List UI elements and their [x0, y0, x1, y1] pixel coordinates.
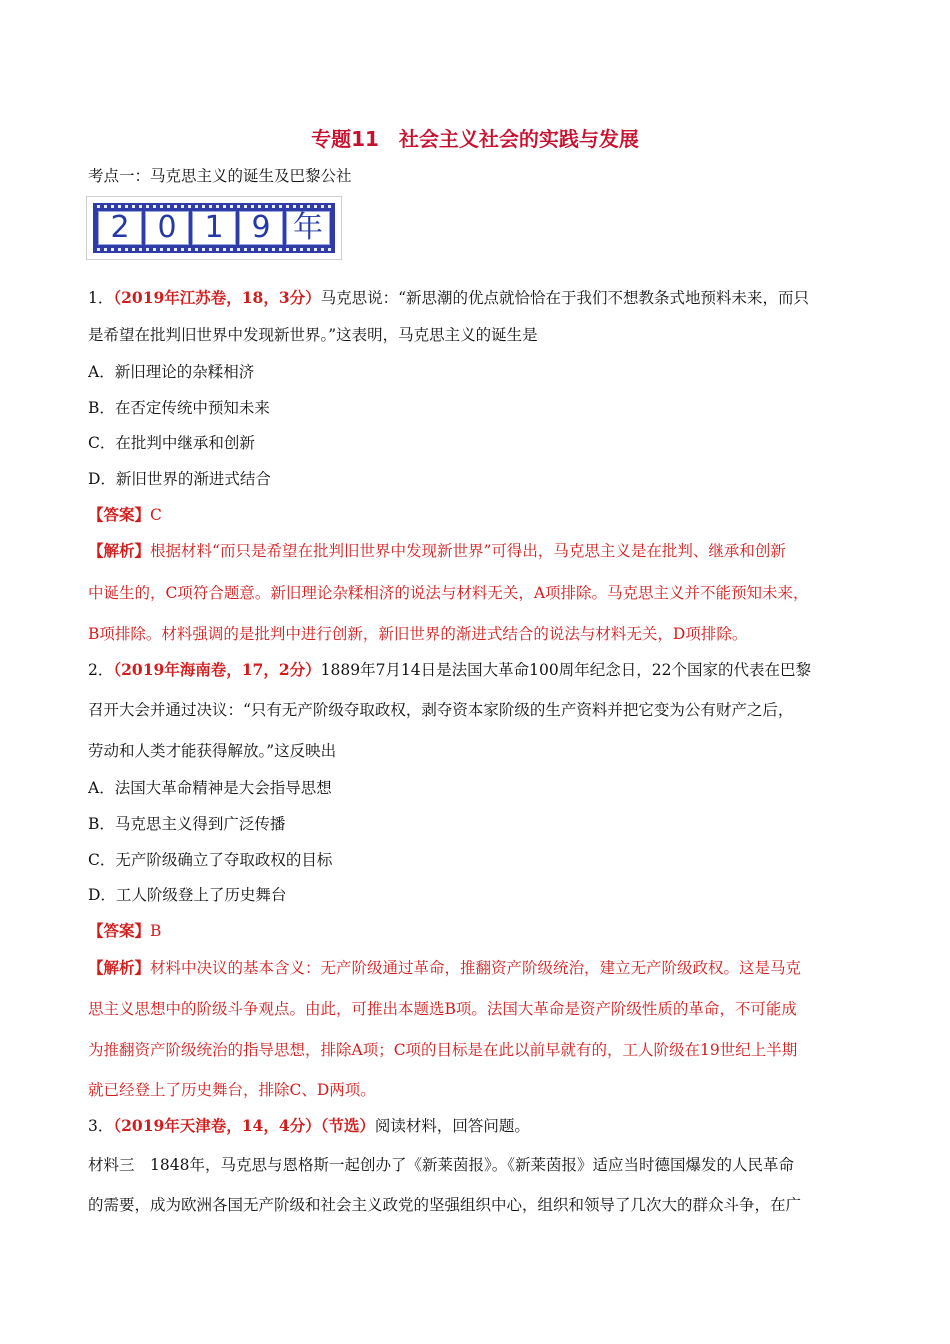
q3-stem-line1 — [88, 1114, 878, 1136]
q2-analysis-line1 — [88, 956, 878, 978]
q3-material-line2: 的需要，成为欧洲各国无产阶级和社会主义政党的坚强组织中心，组织和领导了几次大的群众斗争，在广 — [88, 1196, 802, 1214]
q1-answer — [88, 503, 878, 525]
year-banner — [86, 196, 342, 260]
q3-material-line1: 材料三 1848年，马克思与恩格斯一起创办了《新莱茵报》。《新莱茵报》适应当时德国爆发的人民革命 — [88, 1156, 794, 1174]
q2-stem-line3: 劳动和人类才能获得解放。”这反映出 — [88, 742, 337, 760]
year-char: 年 — [286, 211, 330, 245]
q1-stem-line2: 是希望在批判旧世界中发现新世界。”这表明，马克思主义的诞生是 — [88, 326, 538, 344]
q1-analysis-line2: 中诞生的，C项符合题意。新旧理论杂糅相济的说法与材料无关，A项排除。马克思主义并不能预知未来， — [88, 584, 809, 602]
q2-stem-line2: 召开大会并通过决议：“只有无产阶级夺取政权，剥夺资本家阶级的生产资料并把它变为公有财产之后， — [88, 701, 794, 719]
film-perforation-bottom — [97, 248, 331, 251]
answer-tag: 【答案】 — [88, 921, 151, 940]
year-digit: 2 — [98, 211, 142, 245]
page-title: 专题11 社会主义社会的实践与发展 — [311, 127, 639, 151]
q1-source: （2019年江苏卷，18，3分） — [113, 288, 321, 307]
analysis-text: 根据材料“而只是希望在批判旧世界中发现新世界”可得出，马克思主义是在批判、继承和创新 — [150, 542, 786, 560]
q1-stem-line1 — [88, 286, 878, 308]
year-digit: 1 — [192, 211, 236, 245]
answer-value: B — [150, 922, 162, 940]
q1-option-b: B．在否定传统中预知未来 — [88, 399, 270, 417]
q2-option-d: D．工人阶级登上了历史舞台 — [88, 886, 287, 904]
q1-analysis-line1 — [88, 539, 878, 561]
year-digit: 9 — [239, 211, 283, 245]
q3-text: 阅读材料，回答问题。 — [374, 1117, 530, 1135]
year-digit: 0 — [145, 211, 189, 245]
q1-analysis-line3: B项排除。材料强调的是批判中进行创新，新旧世界的渐进式结合的说法与材料无关，D项排除。 — [88, 625, 748, 643]
q2-analysis-line4: 就已经登上了历史舞台，排除C、D两项。 — [88, 1081, 376, 1099]
film-strip — [93, 203, 335, 253]
q2-stem-line1 — [88, 658, 878, 680]
q3-number: 3． — [88, 1117, 114, 1135]
topic-heading: 考点一：马克思主义的诞生及巴黎公社 — [88, 167, 352, 185]
q1-option-d: D．新旧世界的渐进式结合 — [88, 470, 271, 488]
q1-number: 1． — [88, 289, 114, 307]
answer-tag: 【答案】 — [88, 505, 151, 524]
q2-analysis-line3: 为推翻资产阶级统治的指导思想，排除A项；C项的目标是在此以前早就有的，工人阶级在19世纪上半期 — [88, 1041, 798, 1059]
answer-value: C — [150, 506, 162, 524]
q2-text: 1889年7月14日是法国大革命100周年纪念日，22个国家的代表在巴黎 — [320, 661, 811, 679]
q2-answer — [88, 919, 878, 941]
q1-option-a: A．新旧理论的杂糅相济 — [88, 363, 255, 381]
q2-number: 2． — [88, 661, 114, 679]
film-perforation-top — [97, 205, 331, 208]
analysis-text: 材料中决议的基本含义：无产阶级通过革命，推翻资产阶级统治，建立无产阶级政权。这是马克 — [150, 959, 802, 977]
q2-source: （2019年海南卷，17，2分） — [113, 660, 321, 679]
q2-option-c: C．无产阶级确立了夺取政权的目标 — [88, 851, 333, 869]
q2-analysis-line2: 思主义思想中的阶级斗争观点。由此，可推出本题选B项。法国大革命是资产阶级性质的革命，不可能成 — [88, 1000, 797, 1018]
q2-option-a: A．法国大革命精神是大会指导思想 — [88, 779, 332, 797]
analysis-tag: 【解析】 — [88, 541, 151, 560]
q1-text: 马克思说：“新思潮的优点就恰恰在于我们不想教条式地预料未来，而只 — [320, 289, 810, 307]
q1-option-c: C．在批判中继承和创新 — [88, 434, 255, 452]
year-cells — [98, 211, 330, 245]
analysis-tag: 【解析】 — [88, 958, 151, 977]
q2-option-b: B．马克思主义得到广泛传播 — [88, 815, 286, 833]
q3-source: （2019年天津卷，14，4分）（节选） — [113, 1116, 375, 1135]
